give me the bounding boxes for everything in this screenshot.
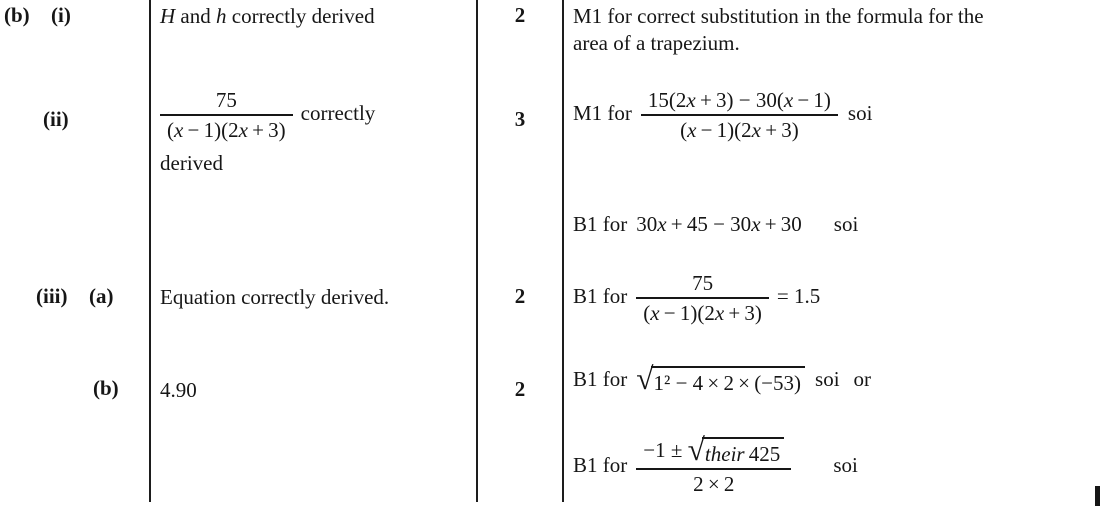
or-note: or	[853, 367, 872, 392]
mark-code-b1: B1 for	[573, 212, 628, 236]
question-sub-ii: (ii)	[43, 107, 69, 131]
soi-note: soi	[847, 101, 873, 126]
soi-note: soi	[833, 212, 859, 236]
table-rule-2	[476, 0, 478, 502]
square-root	[687, 432, 785, 468]
comment-b1-quadratic-formula	[573, 432, 1095, 499]
comment-b1-expansion	[573, 211, 1095, 238]
fraction-numerator: 75	[215, 88, 237, 112]
answer-after-fraction: correctly	[300, 101, 376, 126]
comment-trapezium	[573, 3, 1095, 58]
soi-note: soi	[815, 367, 840, 392]
fraction-numerator: 75	[692, 271, 714, 295]
comment-b1-equation	[573, 269, 1095, 328]
fraction-numerator: 15(2x + 3) − 30(x − 1)	[647, 88, 831, 112]
question-sub-a: (a)	[89, 284, 114, 308]
question-part-iii: (iii)	[36, 284, 68, 308]
square-root	[636, 361, 805, 397]
mark-b-i: 2	[514, 3, 526, 27]
answer-b-i: H and h correctly derived	[160, 4, 375, 28]
comment-fraction	[641, 86, 838, 145]
soi-note: soi	[833, 453, 858, 478]
answer-line2: derived	[160, 150, 223, 175]
comment-m1-fraction	[573, 86, 1095, 145]
question-sub-i: (i)	[51, 3, 71, 27]
comment-line2: area of a trapezium.	[573, 31, 740, 56]
comment-fraction	[636, 269, 769, 328]
equals-value: = 1.5	[776, 284, 821, 309]
radicand: 1² − 4 × 2 × (−53)	[651, 366, 805, 397]
table-rule-1	[149, 0, 151, 502]
mark-code-b1: B1 for	[573, 453, 628, 478]
table-rule-3	[562, 0, 564, 502]
mark-code-b1: B1 for	[573, 367, 628, 392]
fraction-numerator	[636, 432, 791, 468]
answer-fraction	[160, 86, 293, 145]
question-sub-b: (b)	[93, 376, 119, 400]
comment-fraction	[636, 432, 791, 499]
fraction-denominator: (x − 1)(2x + 3)	[636, 297, 769, 327]
fraction-denominator: 2 × 2	[636, 468, 791, 498]
question-part-b: (b)	[4, 3, 30, 27]
fraction-denominator: (x − 1)(2x + 3)	[160, 114, 293, 144]
text-cursor-mark	[1095, 486, 1100, 506]
numerator-prefix: −1 ±	[643, 438, 688, 462]
mark-code-b1: B1 for	[573, 284, 628, 309]
mark-iii-b: 2	[514, 377, 526, 401]
mark-code-m1: M1 for	[573, 101, 632, 126]
answer-iii-a: Equation correctly derived.	[160, 285, 390, 309]
answer-iii-b: 4.90	[160, 378, 197, 402]
comment-line1: M1 for correct substitution in the formula for the	[573, 4, 984, 28]
mark-b-ii: 3	[514, 107, 526, 131]
mark-iii-a: 2	[514, 284, 526, 308]
radical-sign: √	[636, 361, 654, 396]
expression: 30x + 45 − 30x + 30	[636, 212, 802, 236]
answer-b-ii	[160, 86, 375, 177]
radicand: their 425	[702, 437, 784, 467]
comment-b1-discriminant	[573, 361, 1095, 397]
fraction-denominator: (x − 1)(2x + 3)	[641, 114, 838, 144]
radical-sign: √	[687, 432, 705, 468]
